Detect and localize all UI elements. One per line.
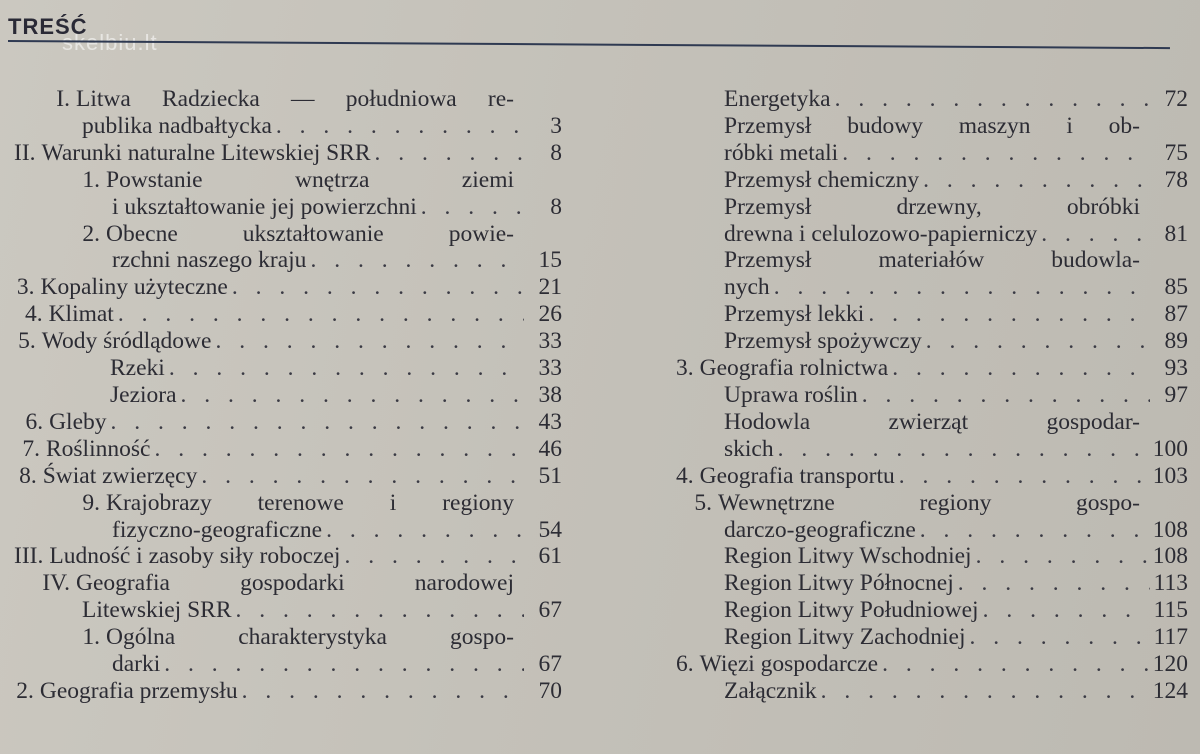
dot-leader [835,86,1150,113]
dot-leader [842,140,1150,167]
toc-entry-title: Region Litwy Zachodniej [724,624,966,651]
toc-entry [14,301,562,328]
toc-entry [14,543,562,570]
dot-leader [926,328,1150,355]
toc-entry-title: drewna i celulozowo-papierniczy [724,220,1038,247]
toc-entry-title: róbki metali [724,139,839,166]
toc-entry-number: 1. [82,166,100,193]
toc-page-number: 117 [1153,624,1188,651]
toc-entry [676,113,1188,167]
toc-page-number: 33 [538,355,562,382]
toc-page-number: 70 [538,677,562,704]
toc-entry-title: publika nadbałtycka [82,112,272,139]
dot-leader [862,382,1150,409]
toc-page-number: 33 [538,328,562,355]
toc-page-number: 21 [538,274,562,301]
toc-entry-title: Geografia transportu [699,462,895,489]
dot-leader [344,543,524,570]
toc-entry [676,194,1188,248]
toc-entry-title: Więzi gospodarcze [699,651,879,678]
dot-leader [892,355,1150,382]
toc-entry-title: Hodowla zwierząt gospodar- [724,408,1140,435]
toc-page-number: 8 [550,193,562,220]
toc-entry-number: 3. [676,355,694,382]
toc-page-number: 54 [538,516,562,543]
toc-entry [676,570,1188,597]
toc-entry [14,436,562,463]
toc-entry-number: III. [14,543,44,570]
toc-entry-title: Region Litwy Wschodniej [724,543,972,570]
dot-leader [236,597,525,624]
dot-leader [326,517,524,544]
toc-entry [676,678,1188,705]
toc-entry-title: Przemysł drzewny, obróbki [724,193,1140,220]
toc-page-number: 89 [1164,328,1188,355]
toc-entry [14,570,562,624]
dot-leader [181,382,524,409]
toc-entry [14,678,562,705]
toc-entry [676,624,1188,651]
toc-entry-title: Region Litwy Północnej [724,570,954,597]
toc-entry [14,409,562,436]
toc-entry-title: Przemysł chemiczny [724,166,920,193]
toc-page-number: 93 [1164,355,1188,382]
toc-entry-number: 9. [82,489,100,516]
toc-entry-title: darczo-geograficzne [724,516,916,543]
toc-entry-title: Przemysł lekki [724,301,865,328]
dot-leader [899,463,1149,490]
dot-leader [201,463,524,490]
toc-entry-number: I. [56,86,70,112]
toc-page-number: 46 [538,435,562,462]
dot-leader [375,140,524,167]
toc-entry [676,167,1188,194]
toc-entry [14,86,562,140]
heading-rule [8,40,1170,49]
toc-entry [14,624,562,678]
toc-entry [676,355,1188,382]
toc-entry-title: rzchni naszego kraju [112,247,307,274]
toc-entry-title: Wewnętrzne regiony gospo- [718,489,1140,516]
toc-page-number: 15 [538,247,562,274]
toc-entry-title: Klimat [48,301,114,328]
toc-entry-title: Region Litwy Południowej [724,597,979,624]
toc-entry [14,140,562,167]
toc-page-number: 67 [538,651,562,678]
toc-page-number: 3 [550,112,562,139]
toc-entry-title: i ukształtowanie jej powierzchni [112,193,417,220]
toc-entry [14,221,562,275]
toc-entry-number: II. [14,139,36,166]
toc-entry-title: Geografia rolnictwa [699,355,889,382]
toc-entry-title: fizyczno-geograficzne [112,516,323,543]
toc-page-number: 51 [538,462,562,489]
toc-page-number: 81 [1164,220,1188,247]
toc-page-number: 97 [1164,381,1188,408]
toc-page-number: 72 [1164,86,1188,112]
dot-leader [215,328,524,355]
toc-page-number: 75 [1164,139,1188,166]
toc-entry-title: Obecne ukształtowanie powie- [106,220,514,247]
dot-leader [276,113,524,140]
toc-entry-title: Przemysł budowy maszyn i ob- [724,112,1140,139]
dot-leader [983,597,1150,624]
toc-entry-number: 1. [82,624,100,651]
toc-entry-title: Przemysł materiałów budowla- [724,247,1140,274]
toc-entry [14,490,562,544]
toc-entry-number: 7. [22,435,40,462]
toc-entry [676,597,1188,624]
dot-leader [882,651,1149,678]
toc-entry-title: Powstanie wnętrza ziemi [106,166,514,193]
toc-entry [676,301,1188,328]
dot-leader [1041,221,1150,248]
dot-leader [164,651,524,678]
toc-entry-number: 2. [16,677,34,704]
dot-leader [111,409,524,436]
dot-leader [868,301,1150,328]
dot-leader [310,247,524,274]
toc-entry [676,543,1188,570]
dot-leader [232,274,524,301]
toc-page-number: 61 [538,543,562,570]
toc-entry [14,167,562,221]
toc-entry-title: Załącznik [724,677,817,704]
toc-page-number: 38 [538,381,562,408]
toc-page-number: 120 [1152,651,1188,678]
toc-entry-title: Gleby [49,408,107,435]
watermark: skelbiu.lt [62,30,158,55]
toc-entry-title: Ludność i zasoby siły roboczej [49,543,341,570]
toc-page-number: 78 [1164,166,1188,193]
toc-entry-title: Ogólna charakterystyka gospo- [106,624,514,651]
toc-entry [676,382,1188,409]
toc-entry [676,247,1188,301]
toc-entry-title: Rzeki [110,355,165,382]
toc-entry-number: 3. [16,274,35,301]
toc-entry-title: Przemysł spożywczy [724,328,922,355]
dot-leader [920,517,1149,544]
dot-leader [976,543,1149,570]
toc-entry-title: Warunki naturalne Litewskiej SRR [41,139,371,166]
toc-entry-number: 5. [694,489,712,516]
toc-entry [676,86,1188,113]
toc-entry [676,409,1188,463]
toc-entry-title: Wody śródlądowe [41,328,212,355]
dot-leader [118,301,524,328]
toc-page-number: 8 [550,139,562,166]
dot-leader [969,624,1149,651]
toc-entry [14,382,562,409]
toc-entry [676,463,1188,490]
toc-entry [14,274,562,301]
page-heading: TREŚĆ [8,14,88,39]
toc-entry-title: Uprawa roślin [724,381,858,408]
toc-page-number: 43 [538,408,562,435]
toc-entry-number: IV. [42,570,70,597]
toc-entry-title: Jeziora [110,381,177,408]
toc-entry-number: 4. [24,301,43,328]
toc-entry-title: Roślinność [45,435,151,462]
toc-column-right [676,86,1188,705]
toc-entry-title: Geografia gospodarki narodowej [76,570,514,597]
toc-entry [676,328,1188,355]
toc-entry-title: Litewskiej SRR [82,597,232,624]
toc-page-number: 67 [538,597,562,624]
toc-page-number: 87 [1164,301,1188,328]
toc-entry-number: 2. [82,220,100,247]
toc-entry-title: Kopaliny użyteczne [40,274,228,301]
toc-entry [14,355,562,382]
toc-entry [676,490,1188,544]
dot-leader [169,355,524,382]
toc-entry [14,328,562,355]
toc-entry-title: darki [112,651,161,678]
toc-page-number: 108 [1152,516,1188,543]
toc-entry-title: skich [724,435,774,462]
dot-leader [923,167,1150,194]
toc-page-number: 100 [1152,435,1188,462]
toc-entry-title: Litwa Radziecka — południowa re- [76,86,514,112]
toc-page-number: 26 [538,301,562,328]
toc-entry-number: 6. [676,651,694,678]
dot-leader [778,436,1149,463]
toc-entry-number: 8. [19,462,37,489]
toc-page-number: 115 [1153,597,1188,624]
toc-entry-title: Świat zwierzęcy [42,462,198,489]
toc-page-number: 113 [1153,570,1188,597]
toc-page-number: 85 [1164,274,1188,301]
dot-leader [421,194,524,221]
toc-column-left [14,86,562,705]
toc-page-number: 124 [1152,677,1188,704]
toc-entry [14,463,562,490]
toc-entry-number: 4. [676,462,694,489]
dot-leader [154,436,524,463]
dot-leader [774,274,1150,301]
toc-entry-title: nych [724,274,770,301]
toc-page-number: 108 [1152,543,1188,570]
dot-leader [958,570,1150,597]
dot-leader [242,678,524,705]
toc-page-number: 103 [1152,462,1188,489]
toc-entry-title: Krajobrazy terenowe i regiony [106,489,514,516]
toc-entry-number: 6. [25,408,44,435]
toc-entry-number: 5. [18,328,36,355]
toc-entry [676,651,1188,678]
dot-leader [821,678,1149,705]
toc-entry-title: Energetyka [724,86,831,112]
toc-entry-title: Geografia przemysłu [39,677,238,704]
